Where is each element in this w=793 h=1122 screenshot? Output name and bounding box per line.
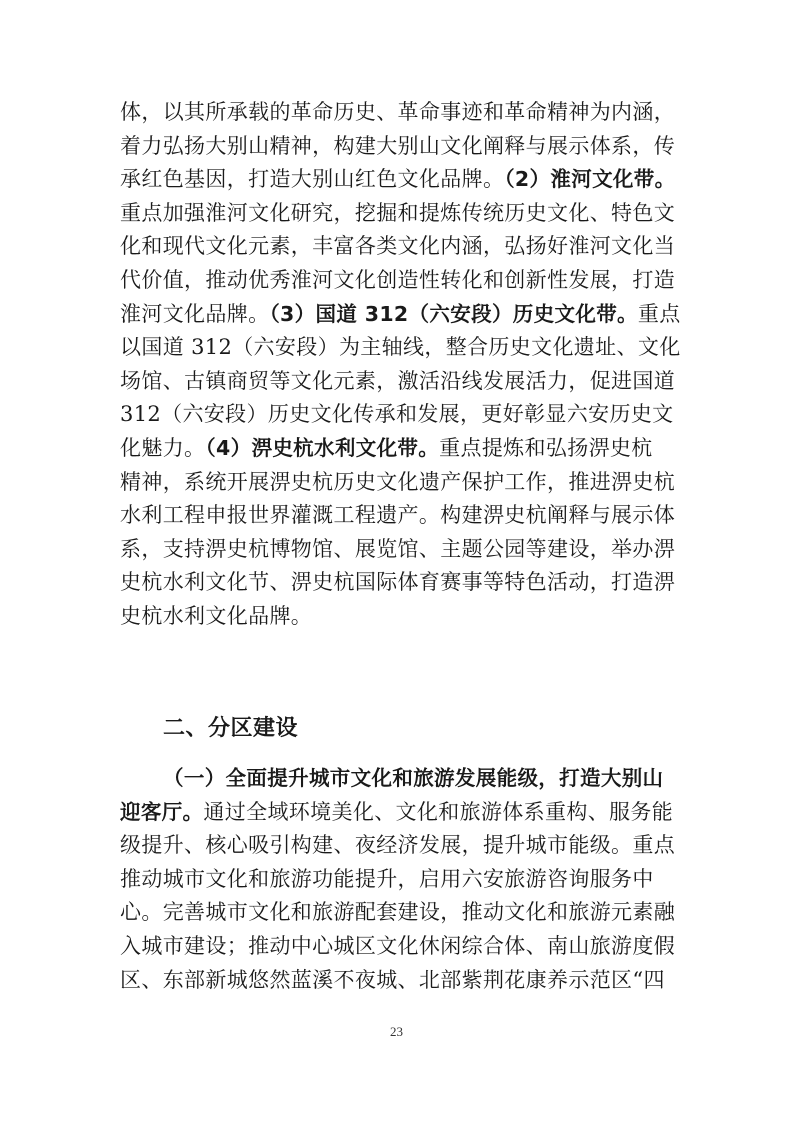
text-line [120,230,680,264]
text-span: 区、东部新城悠然蓝溪不夜城、北部紫荆花康养示范区“四 [120,967,665,992]
text-span: 入城市建设；推动中心城区文化休闲综合体、南山旅游度假 [120,933,676,958]
text-span: 淮河文化品牌。 [120,301,270,326]
text-span: 水利工程申报世界灌溉工程遗产。构建淠史杭阐释与展示体 [120,503,676,528]
text-span: 系，支持淠史杭博物馆、展览馆、主题公园等建设，举办淠 [120,536,676,561]
text-line [120,298,680,332]
text-line [120,398,680,432]
text-line [120,130,680,164]
text-line [120,365,680,399]
text-span: 化魅力。 [120,435,206,460]
text-line [120,863,680,897]
text-span: 场馆、古镇商贸等文化元素，激活沿线发展活力，促进国道 [120,368,676,393]
bold-subheading: （4）淠史杭水利文化带。 [205,435,440,460]
page-number: 23 [390,1024,403,1039]
text-line [120,896,680,930]
text-line [120,264,680,298]
bold-subheading: （一）全面提升城市文化和旅游发展能级，打造大别山 [163,766,664,790]
text-span: 承红色基因，打造大别山红色文化品牌。 [120,167,505,192]
body-paragraph [120,96,680,634]
text-span: 重点加强淮河文化研究，挖掘和提炼传统历史文化、特色文 [120,200,676,225]
text-span: 重点 [637,301,681,326]
bold-subheading: 迎客厅。 [120,799,204,824]
text-line [120,499,680,533]
text-line [120,533,680,567]
text-span: 级提升、核心吸引构建、夜经济发展，提升城市能级。重点 [120,833,676,858]
text-line [120,762,680,796]
bold-subheading: （2）淮河文化带。 [504,167,676,192]
text-span: 推动城市文化和旅游功能提升，启用六安旅游咨询服务中 [120,866,654,891]
text-span: 重点提炼和弘扬淠史杭 [439,435,653,460]
text-span: 精神，系统开展淠史杭历史文化遗产保护工作，推进淠史杭 [120,469,676,494]
text-span: 通过全域环境美化、文化和旅游体系重构、服务能 [203,799,674,824]
text-span: 着力弘扬大别山精神，构建大别山文化阐释与展示体系，传 [120,133,676,158]
text-line [120,432,680,466]
text-line [120,96,680,130]
text-line [120,796,680,830]
text-span: 312（六安段）历史文化传承和发展，更好彰显六安历史文 [120,402,674,427]
text-line [120,163,680,197]
text-line [120,466,680,500]
bold-subheading: （3）国道 312（六安段）历史文化带。 [269,301,638,326]
text-line [120,197,680,231]
section-heading: 二、分区建设 [163,716,299,741]
text-span: 史杭水利文化节、淠史杭国际体育赛事等特色活动，打造淠 [120,570,676,595]
text-span: 代价值，推动优秀淮河文化创造性转化和创新性发展，打造 [120,267,676,292]
text-line [120,930,680,964]
text-span: 化和现代文化元素，丰富各类文化内涵，弘扬好淮河文化当 [120,234,676,259]
text-span: 史杭水利文化品牌。 [120,603,313,628]
text-line [120,829,680,863]
text-line [120,600,680,634]
text-span: 体，以其所承载的革命历史、革命事迹和革命精神为内涵， [120,100,676,124]
text-line [120,566,680,600]
text-line [120,331,680,365]
text-span: 以国道 312（六安段）为主轴线，整合历史文化遗址、文化 [120,335,681,360]
text-span: 心。完善城市文化和旅游配套建设，推动文化和旅游元素融 [120,900,676,925]
text-line [120,964,680,998]
section-paragraph [120,762,680,997]
